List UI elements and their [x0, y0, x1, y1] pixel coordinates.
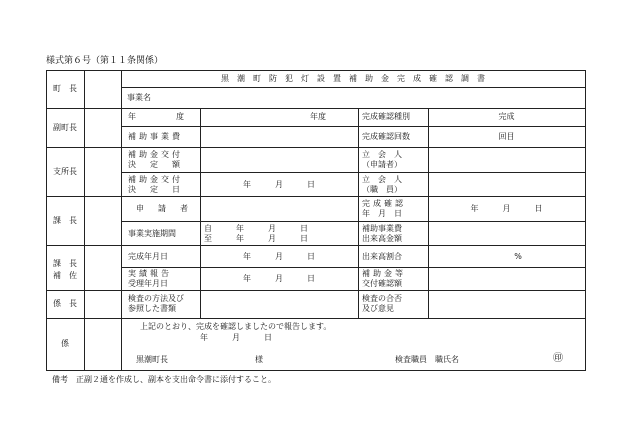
completion-type-value[interactable]: 完成	[498, 112, 515, 121]
label-cost-1: 補助事業費	[362, 224, 402, 233]
label-subsection-chief: 係 長	[53, 299, 77, 308]
label-report-1: 実績報告	[128, 269, 172, 278]
label-branch-head: 支所長	[53, 167, 77, 176]
report-value[interactable]: 年 月 日	[243, 274, 315, 283]
label-grant-check-2: 交付確認額	[362, 279, 402, 288]
label-completion-confirm-1: 完成確認	[362, 199, 406, 208]
certification-statement: 上記のとおり、完成を確認しましたので報告します。	[140, 322, 332, 331]
progress-rate-value[interactable]: %	[514, 252, 522, 261]
label-completion-confirm-2: 年 月 日	[362, 209, 402, 218]
label-fiscal-year: 年 度	[128, 112, 192, 121]
label-assistant-2: 補 佐	[53, 271, 77, 280]
label-progress-rate: 出来高割合	[362, 252, 402, 261]
label-project-name: 事業名	[127, 93, 151, 102]
period-to[interactable]: 至 年 月 日	[204, 234, 308, 243]
label-deputy-mayor: 副町長	[53, 123, 77, 132]
footer-note: 備考 正副２通を作成し、副本を支出命令書に添付すること。	[52, 375, 276, 384]
label-result-1: 検査の合否	[362, 294, 402, 303]
completion-confirm-value[interactable]: 年 月 日	[470, 204, 543, 213]
label-witness-2b: （職 員）	[362, 185, 402, 194]
label-cost-2: 出来高金額	[362, 234, 402, 243]
label-completion-type: 完成確認種別	[362, 112, 410, 121]
label-grant-date-1: 補助金交付	[128, 175, 183, 184]
label-grant-amount-1: 補助金交付	[128, 150, 183, 159]
label-grant-date-2: 決 定 日	[128, 185, 183, 194]
label-witness-2a: 立 会 人	[362, 175, 402, 184]
period-from[interactable]: 自 年 月 日	[204, 224, 308, 233]
certification-date[interactable]: 年 月 日	[200, 333, 272, 342]
label-period: 事業実施期間	[128, 229, 176, 238]
completion-date-value[interactable]: 年 月 日	[243, 252, 315, 261]
label-staff: 係	[61, 339, 69, 348]
label-completion-date: 完成年月日	[128, 252, 168, 261]
label-report-2: 受理年月日	[128, 279, 168, 288]
label-grant-check-1: 補助金等	[362, 269, 406, 278]
inspector-label: 検査職員 職氏名	[395, 355, 459, 364]
label-grant-amount-2: 決 定 額	[128, 160, 183, 169]
addressee: 黒潮町長	[136, 355, 168, 364]
fiscal-year-value[interactable]: 年度	[310, 112, 326, 121]
label-method-2: 参照した書類	[128, 304, 176, 313]
label-check-count: 完成確認回数	[362, 132, 410, 141]
label-subsidy-cost: 補助事業費	[128, 132, 183, 141]
addressee-honorific: 様	[255, 355, 263, 364]
label-method-1: 検査の方法及び	[128, 294, 184, 303]
label-assistant-1: 課 長	[53, 259, 77, 268]
label-applicant: 申 請 者	[136, 204, 191, 213]
form-title: 黒 潮 町 防 犯 灯 設 置 補 助 金 完 成 確 認 調 書	[221, 74, 485, 83]
label-witness-1a: 立 会 人	[362, 150, 402, 159]
seal-mark: ㊞	[553, 353, 563, 364]
label-town-mayor: 町 長	[53, 84, 77, 93]
label-section-chief: 課 長	[53, 216, 77, 225]
form-number: 様式第６号（第１１条関係）	[46, 56, 164, 66]
check-count-value[interactable]: 回目	[498, 132, 515, 141]
label-witness-1b: （申請者）	[362, 160, 402, 169]
label-result-2: 及び意見	[362, 304, 394, 313]
grant-date-value[interactable]: 年 月 日	[243, 180, 315, 189]
